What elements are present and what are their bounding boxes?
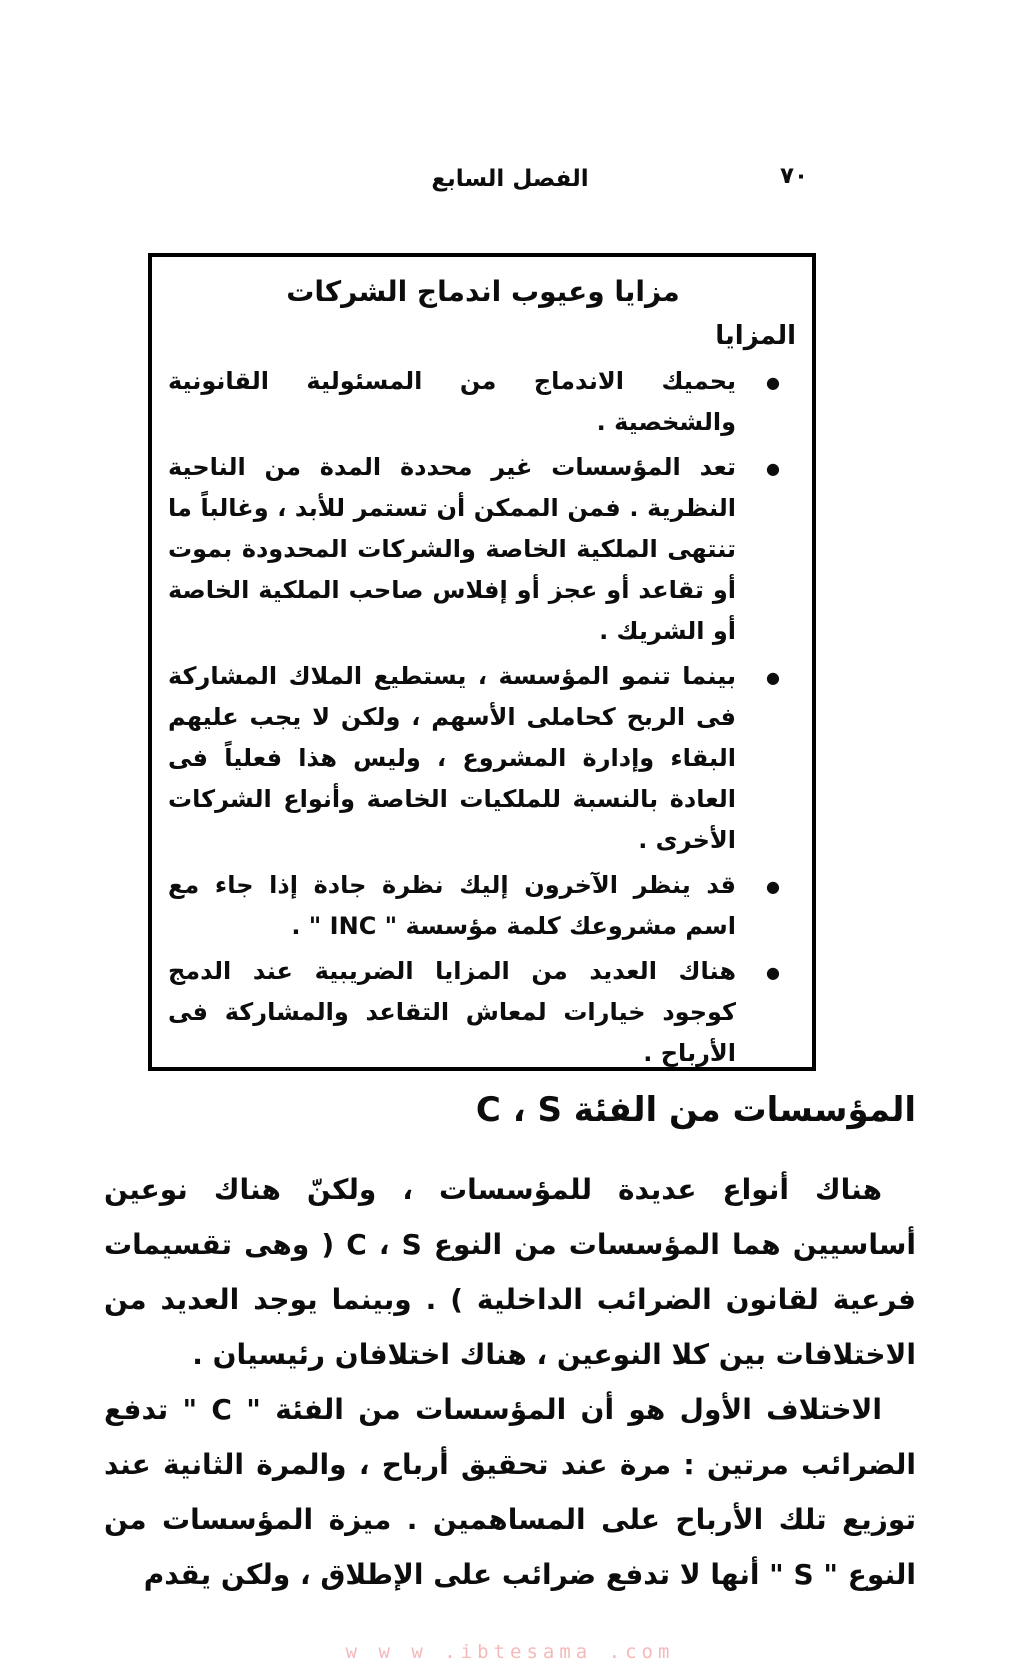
box-title: مزايا وعيوب اندماج الشركات bbox=[286, 275, 680, 308]
list-item bbox=[168, 865, 798, 947]
bullet-icon: ● bbox=[766, 459, 780, 478]
list-item-text: بينما تنمو المؤسسة ، يستطيع الملاك المشاركة فى الربح كحاملى الأسهم ، ولكن لا يجب عليهم البقاء وإدارة المشروع ، وليس هذا فعلياً فى العادة بالنسبة للملكيات الخاصة وأنواع الشركات الأخرى . bbox=[168, 662, 736, 854]
bullet-icon: ● bbox=[766, 668, 780, 687]
bullet-icon: ● bbox=[766, 373, 780, 392]
list-item-text: قد ينظر الآخرون إليك نظرة جادة إذا جاء مع اسم مشروعك كلمة مؤسسة " INC " . bbox=[168, 871, 736, 940]
list-item bbox=[168, 656, 798, 861]
merger-pros-cons-box bbox=[148, 253, 816, 1071]
advantages-heading: المزايا bbox=[715, 321, 796, 351]
section-cs-corporations bbox=[104, 1088, 916, 1602]
chapter-title: الفصل السابع bbox=[431, 166, 589, 192]
paragraph-1: هناك أنواع عديدة للمؤسسات ، ولكنّ هناك نوعين أساسيين هما المؤسسات من النوع C ، S ( وهى تقسيمات فرعية لقانون الضرائب الداخلية ) . وبينما يوجد العديد من الاختلافات بين كلا النوعين ، هناك اختلافان رئيسيان . bbox=[104, 1173, 916, 1371]
watermark-url: w w w .ibtesama .com bbox=[345, 1641, 675, 1663]
page-number: ٧٠ bbox=[780, 163, 809, 189]
list-item bbox=[168, 447, 798, 652]
list-item bbox=[168, 361, 798, 443]
list-item-text: هناك العديد من المزايا الضريبية عند الدمج كوجود خيارات لمعاش التقاعد والمشاركة فى الأرباح . bbox=[168, 957, 736, 1067]
section-title: المؤسسات من الفئة C ، S bbox=[475, 1090, 916, 1130]
list-item bbox=[168, 951, 798, 1071]
bullet-icon: ● bbox=[766, 963, 780, 982]
paragraph-2: الاختلاف الأول هو أن المؤسسات من الفئة " C " تدفع الضرائب مرتين : مرة عند تحقيق أرباح ، والمرة الثانية عند توزيع تلك الأرباح على المساهمين . ميزة المؤسسات من النوع " S " أنها لا تدفع ضرائب على الإطلاق ، ولكن يقدم bbox=[104, 1393, 916, 1591]
bullet-icon: ● bbox=[766, 877, 780, 896]
list-item-text: يحميك الاندماج من المسئولية القانونية والشخصية . bbox=[168, 367, 736, 436]
advantages-list bbox=[168, 361, 798, 1071]
list-item-text: تعد المؤسسات غير محددة المدة من الناحية النظرية . فمن الممكن أن تستمر للأبد ، وغالباً ما تنتهى الملكية الخاصة والشركات المحدودة بموت أو تقاعد أو عجز أو إفلاس صاحب الملكية الخاصة أو الشريك . bbox=[168, 453, 736, 645]
